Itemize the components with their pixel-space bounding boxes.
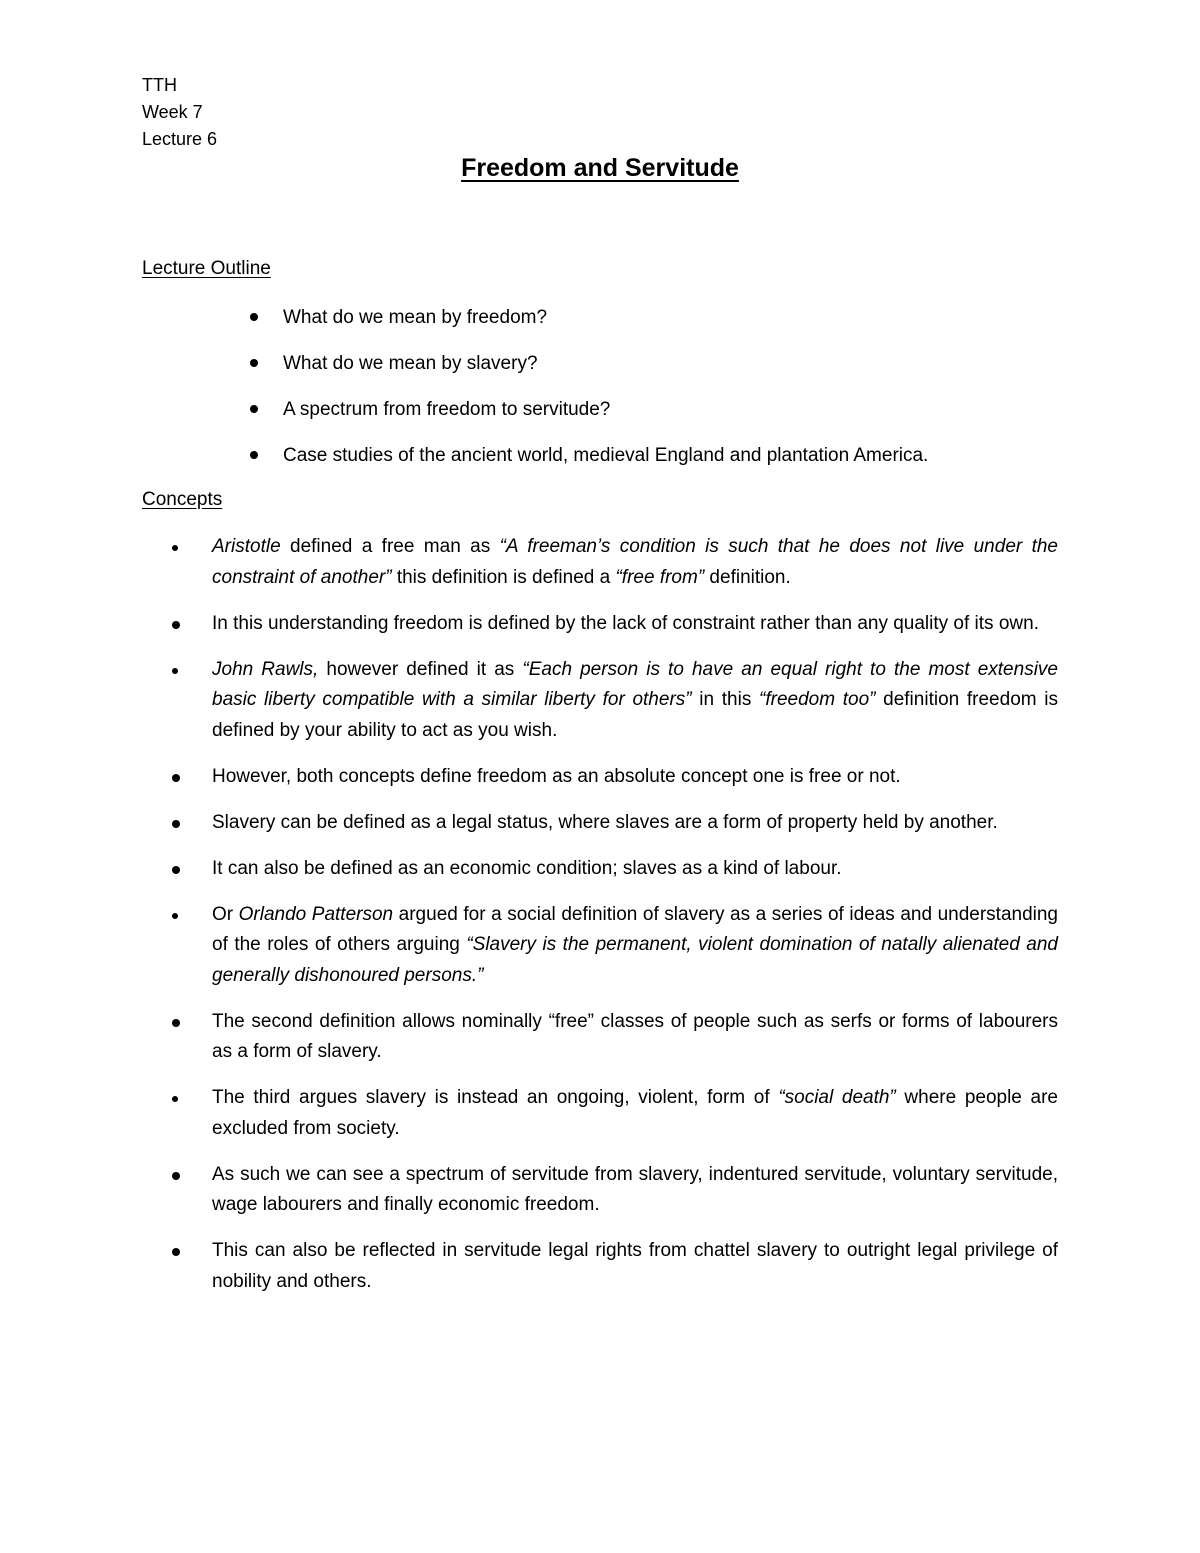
quotation: “Each person is to have an equal right to the most extensive basic liberty compatible with a similar liberty for others” [212, 658, 1058, 710]
list-item [242, 349, 1092, 395]
week-label: Week 7 [142, 102, 203, 122]
outline-item-text: What do we mean by freedom? [283, 307, 548, 328]
author-name: Orlando Patterson [238, 903, 394, 925]
course-code: TTH [142, 75, 177, 95]
concepts-heading: Concepts [142, 489, 223, 510]
bullet-icon [172, 1096, 178, 1102]
list-item: Or Orlando Patterson argued for a social definition of slavery as a series of ideas and understanding of the roles of others arguing “Slavery is the permanent, violent domination of natally alienated and generally dishonoured persons.” [170, 900, 1058, 992]
bullet-icon [172, 820, 180, 828]
list-item [170, 1160, 1058, 1221]
bullet-icon [172, 1019, 180, 1027]
concepts-list [170, 532, 1058, 1313]
bullet-icon [172, 913, 178, 919]
bullet-icon [250, 451, 258, 459]
bullet-icon [250, 359, 258, 367]
list-item: John Rawls, however defined it as “Each person is to have an equal right to the most extensive basic liberty compatible with a similar liberty for others” in this “freedom too” definition freedom is defined by your ability to act as you wish. [170, 655, 1058, 747]
bullet-icon [172, 866, 180, 874]
concept-text: However, both concepts define freedom as an absolute concept one is free or not. [212, 765, 901, 787]
bullet-icon [172, 668, 178, 674]
author-name: John Rawls, [212, 658, 319, 680]
bullet-icon [172, 1248, 180, 1256]
concept-text: As such we can see a spectrum of servitude from slavery, indentured servitude, voluntary servitude, wage labourers and finally economic freedom. [212, 1163, 1058, 1215]
concept-text: This can also be reflected in servitude legal rights from chattel slavery to outright legal privilege of nobility and others. [212, 1240, 1058, 1292]
outline-item-text: Case studies of the ancient world, medieval England and plantation America. [283, 445, 929, 466]
concept-text: Slavery can be defined as a legal status, where slaves are a form of property held by another. [212, 811, 998, 833]
lecture-outline-list [242, 303, 1092, 487]
outline-item-text: A spectrum from freedom to servitude? [283, 399, 611, 420]
concept-text: The second definition allows nominally “free” classes of people such as serfs or forms of labourers as a form of slavery. [212, 1010, 1058, 1062]
list-item: Aristotle defined a free man as “A freeman’s condition is such that he does not live under the constraint of another” this definition is defined a “free from” definition. [170, 532, 1058, 593]
list-item [242, 303, 1092, 349]
concept-text: In this understanding freedom is defined by the lack of constraint rather than any quality of its own. [212, 612, 1039, 634]
page-title: Freedom and Servitude [461, 154, 739, 182]
list-item [170, 762, 1058, 793]
bullet-icon [172, 621, 180, 629]
list-item [170, 1236, 1058, 1297]
bullet-icon [250, 405, 258, 413]
list-item [170, 854, 1058, 885]
quotation: “A freeman’s condition is such that he does not live under the constraint of another” [212, 536, 1059, 588]
list-item [170, 609, 1058, 640]
quotation: “social death” [778, 1087, 896, 1108]
outline-item-text: What do we mean by slavery? [283, 353, 538, 374]
list-item: The third argues slavery is instead an ongoing, violent, form of “social death” where people are excluded from society. [170, 1083, 1058, 1144]
list-item [170, 808, 1058, 839]
document-header [142, 72, 217, 153]
list-item [242, 395, 1092, 441]
quotation: “Slavery is the permanent, violent domination of natally alienated and generally dishonoured persons.” [212, 934, 1058, 986]
list-item [170, 1007, 1058, 1068]
lecture-outline-heading: Lecture Outline [142, 258, 271, 279]
bullet-icon [172, 545, 178, 551]
lecture-label: Lecture 6 [142, 129, 218, 149]
author-name: Aristotle [212, 536, 281, 557]
quotation: “freedom too” [759, 689, 876, 710]
bullet-icon [172, 774, 180, 782]
concept-text: It can also be defined as an economic condition; slaves as a kind of labour. [212, 857, 842, 879]
quotation: “free from” [615, 566, 705, 588]
bullet-icon [250, 313, 258, 321]
bullet-icon [172, 1172, 180, 1180]
list-item [242, 441, 1092, 487]
